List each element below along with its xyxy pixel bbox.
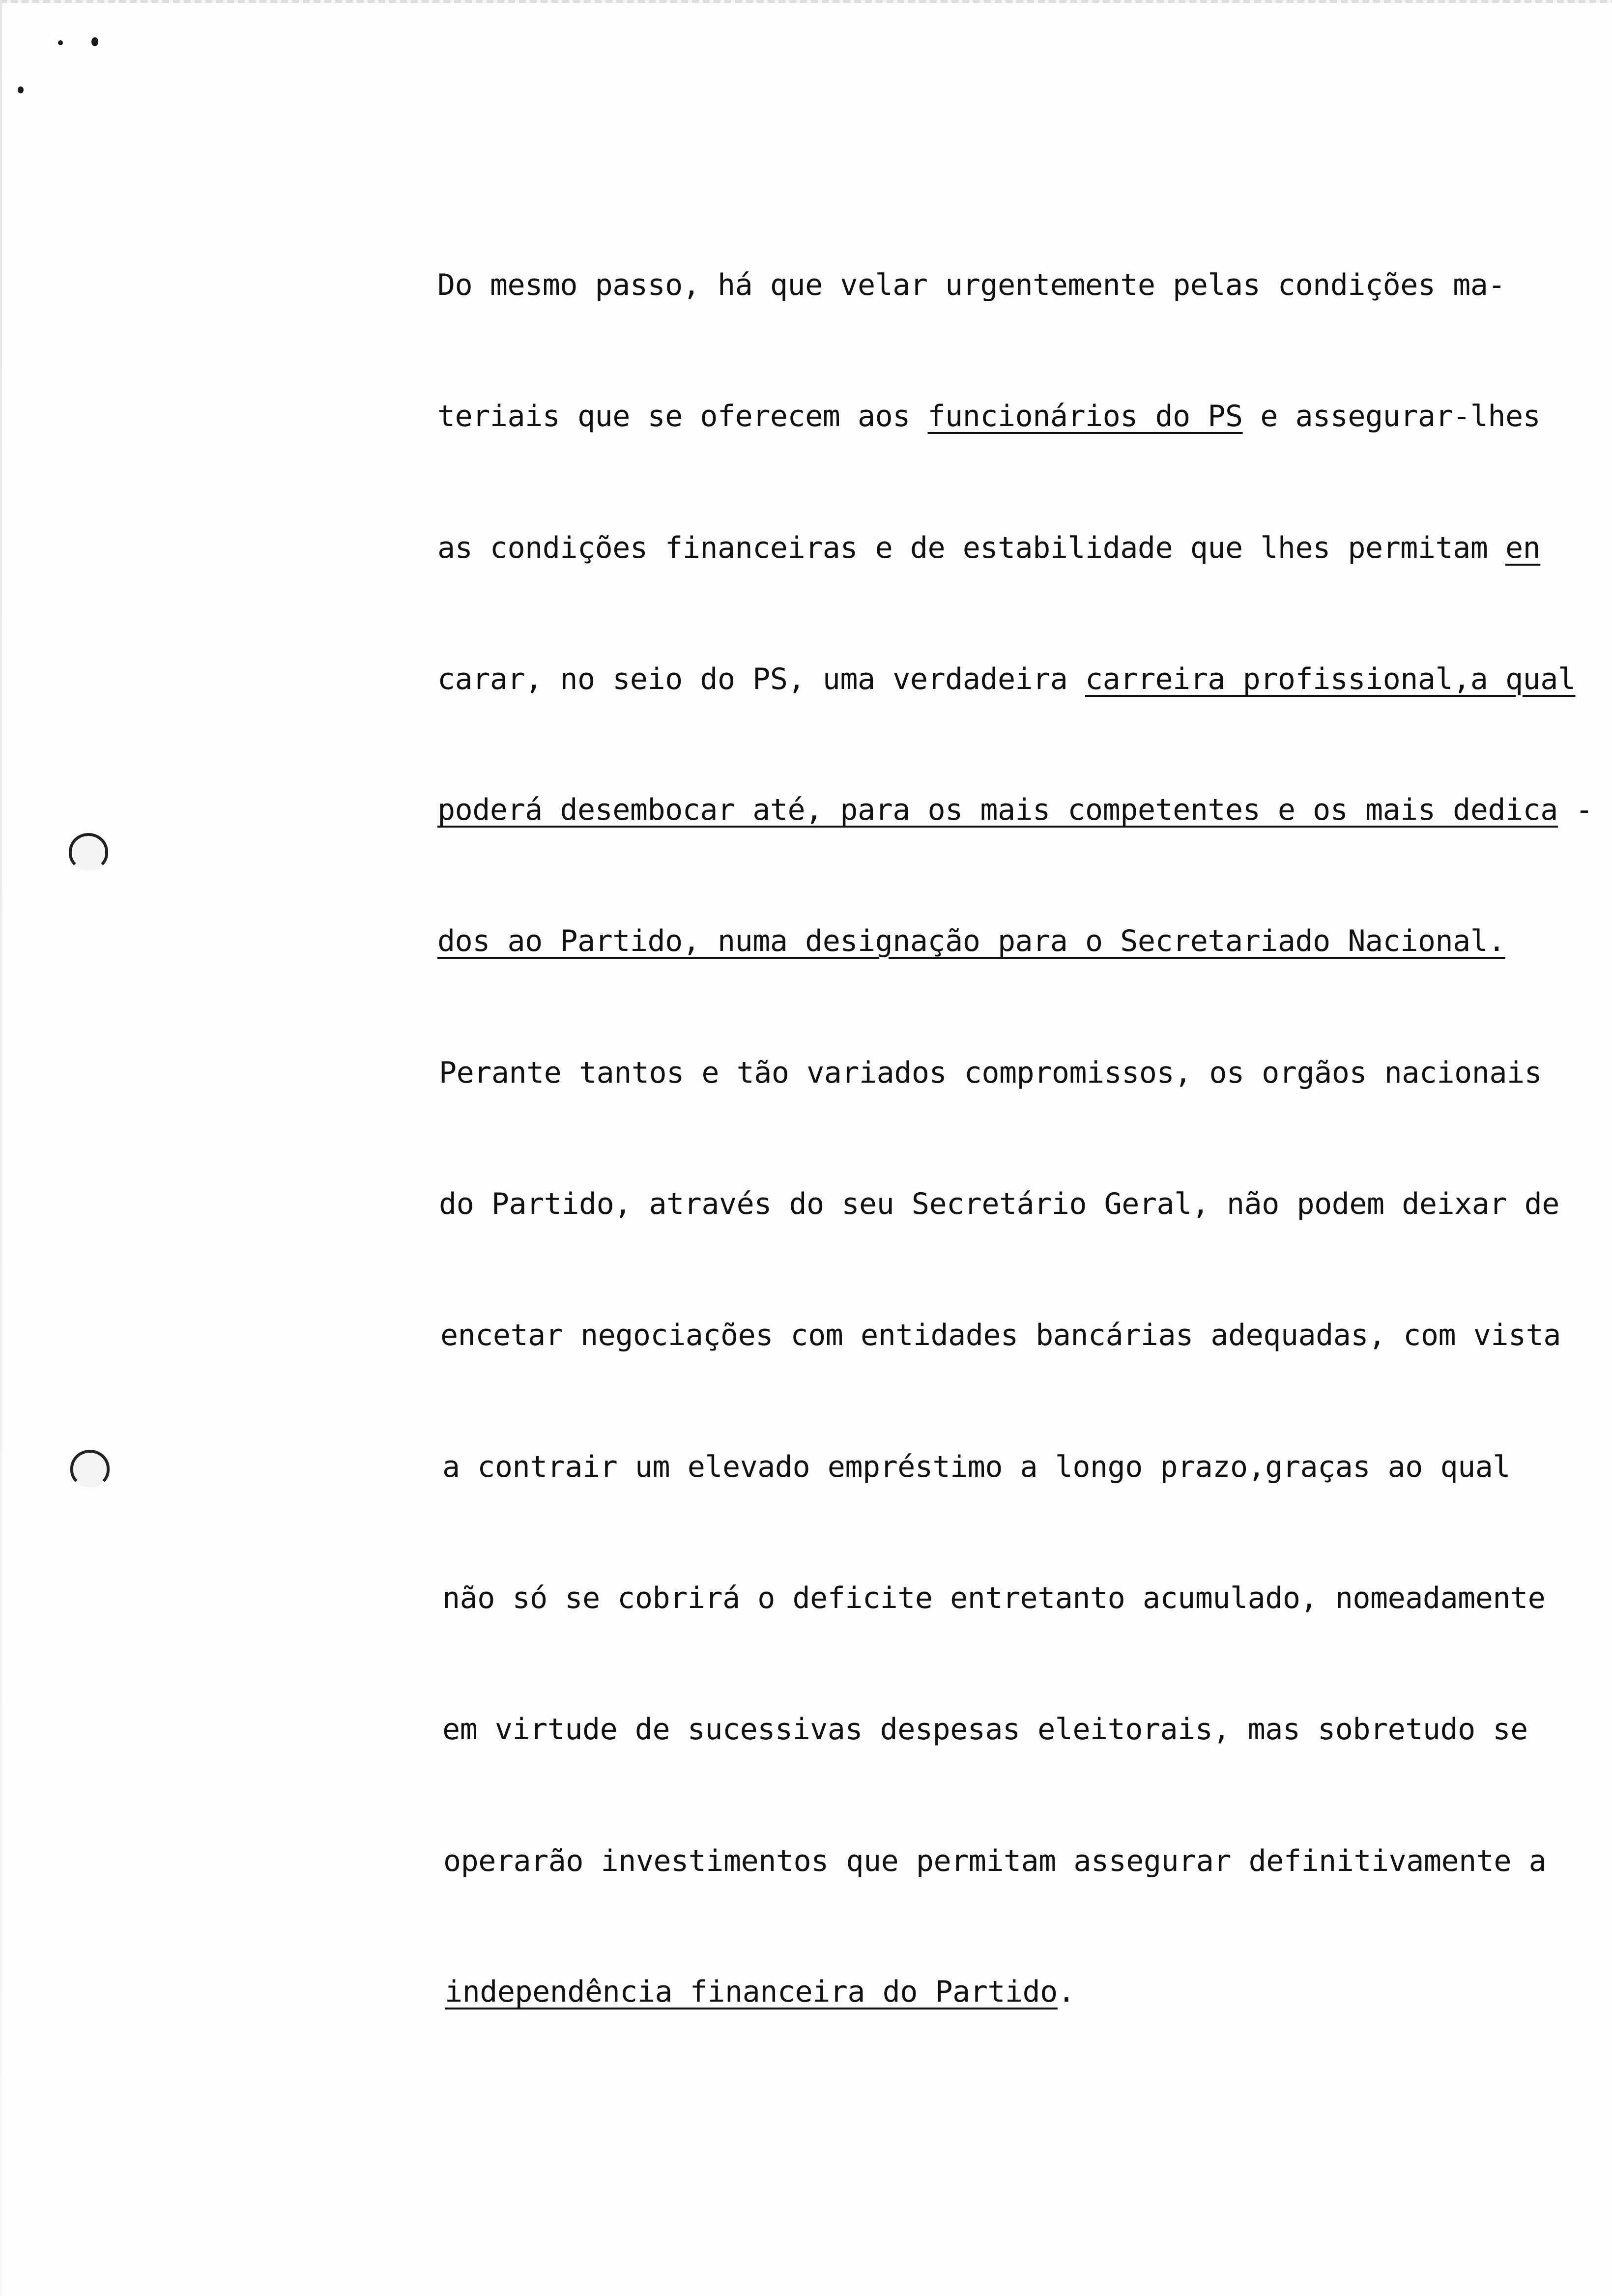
text-segment: não só se cobrirá o deficite entretanto acumulado, nomeadamente (442, 1581, 1546, 1615)
underlined-text-segment: poderá desembocar até, para os mais competentes e os mais dedica (437, 793, 1558, 827)
underlined-text-segment: dos ao Partido, numa designação para o Secretariado Nacional. (437, 924, 1506, 958)
text-line (437, 268, 1505, 302)
text-segment: . (1057, 1975, 1075, 2009)
text-line (442, 1581, 1545, 1615)
text-segment: teriais que se oferecem aos (437, 399, 928, 433)
ink-mark (58, 40, 63, 45)
text-segment: Do mesmo passo, há que velar urgentemente pelas condições ma- (437, 268, 1506, 302)
text-line (437, 399, 1540, 433)
text-segment: do Partido, através do seu Secretário Geral, não podem deixar de (439, 1187, 1559, 1221)
text-line (445, 1975, 1075, 2009)
text-segment: - (1557, 793, 1593, 827)
scan-top-edge (0, 0, 1612, 3)
text-line (442, 1712, 1528, 1747)
text-segment: operarão investimentos que permitam assegurar definitivamente a (443, 1844, 1547, 1878)
text-line (437, 924, 1505, 958)
underlined-text-segment: independência financeira do Partido (445, 1975, 1058, 2009)
text-segment: as condições financeiras e de estabilidade que lhes permitam (437, 531, 1506, 565)
text-segment: em virtude de sucessivas despesas eleitorais, mas sobretudo se (442, 1712, 1528, 1747)
text-line (439, 1056, 1542, 1090)
text-line (437, 531, 1540, 565)
text-line (437, 662, 1576, 696)
text-line (437, 793, 1593, 827)
text-segment: a contrair um elevado empréstimo a longo prazo,graças ao qual (442, 1450, 1511, 1484)
punch-hole (70, 1450, 110, 1487)
text-line (440, 1318, 1561, 1352)
text-segment: encetar negociações com entidades bancárias adequadas, com vista (440, 1318, 1561, 1352)
text-segment: carar, no seio do PS, uma verdadeira (437, 662, 1086, 696)
text-segment: Perante tantos e tão variados compromissos, os orgãos nacionais (439, 1056, 1542, 1090)
text-line (439, 1187, 1559, 1221)
underlined-text-segment: funcionários do PS (927, 399, 1243, 433)
scan-left-edge (0, 0, 2, 2296)
ink-mark (91, 37, 98, 46)
ink-mark (18, 86, 24, 93)
punch-hole (69, 833, 108, 870)
underlined-text-segment: en (1505, 531, 1541, 565)
text-line (442, 1450, 1510, 1484)
text-line (443, 1844, 1546, 1878)
underlined-text-segment: carreira profissional,a qual (1085, 662, 1576, 696)
text-segment: e assegurar-lhes (1242, 399, 1541, 433)
